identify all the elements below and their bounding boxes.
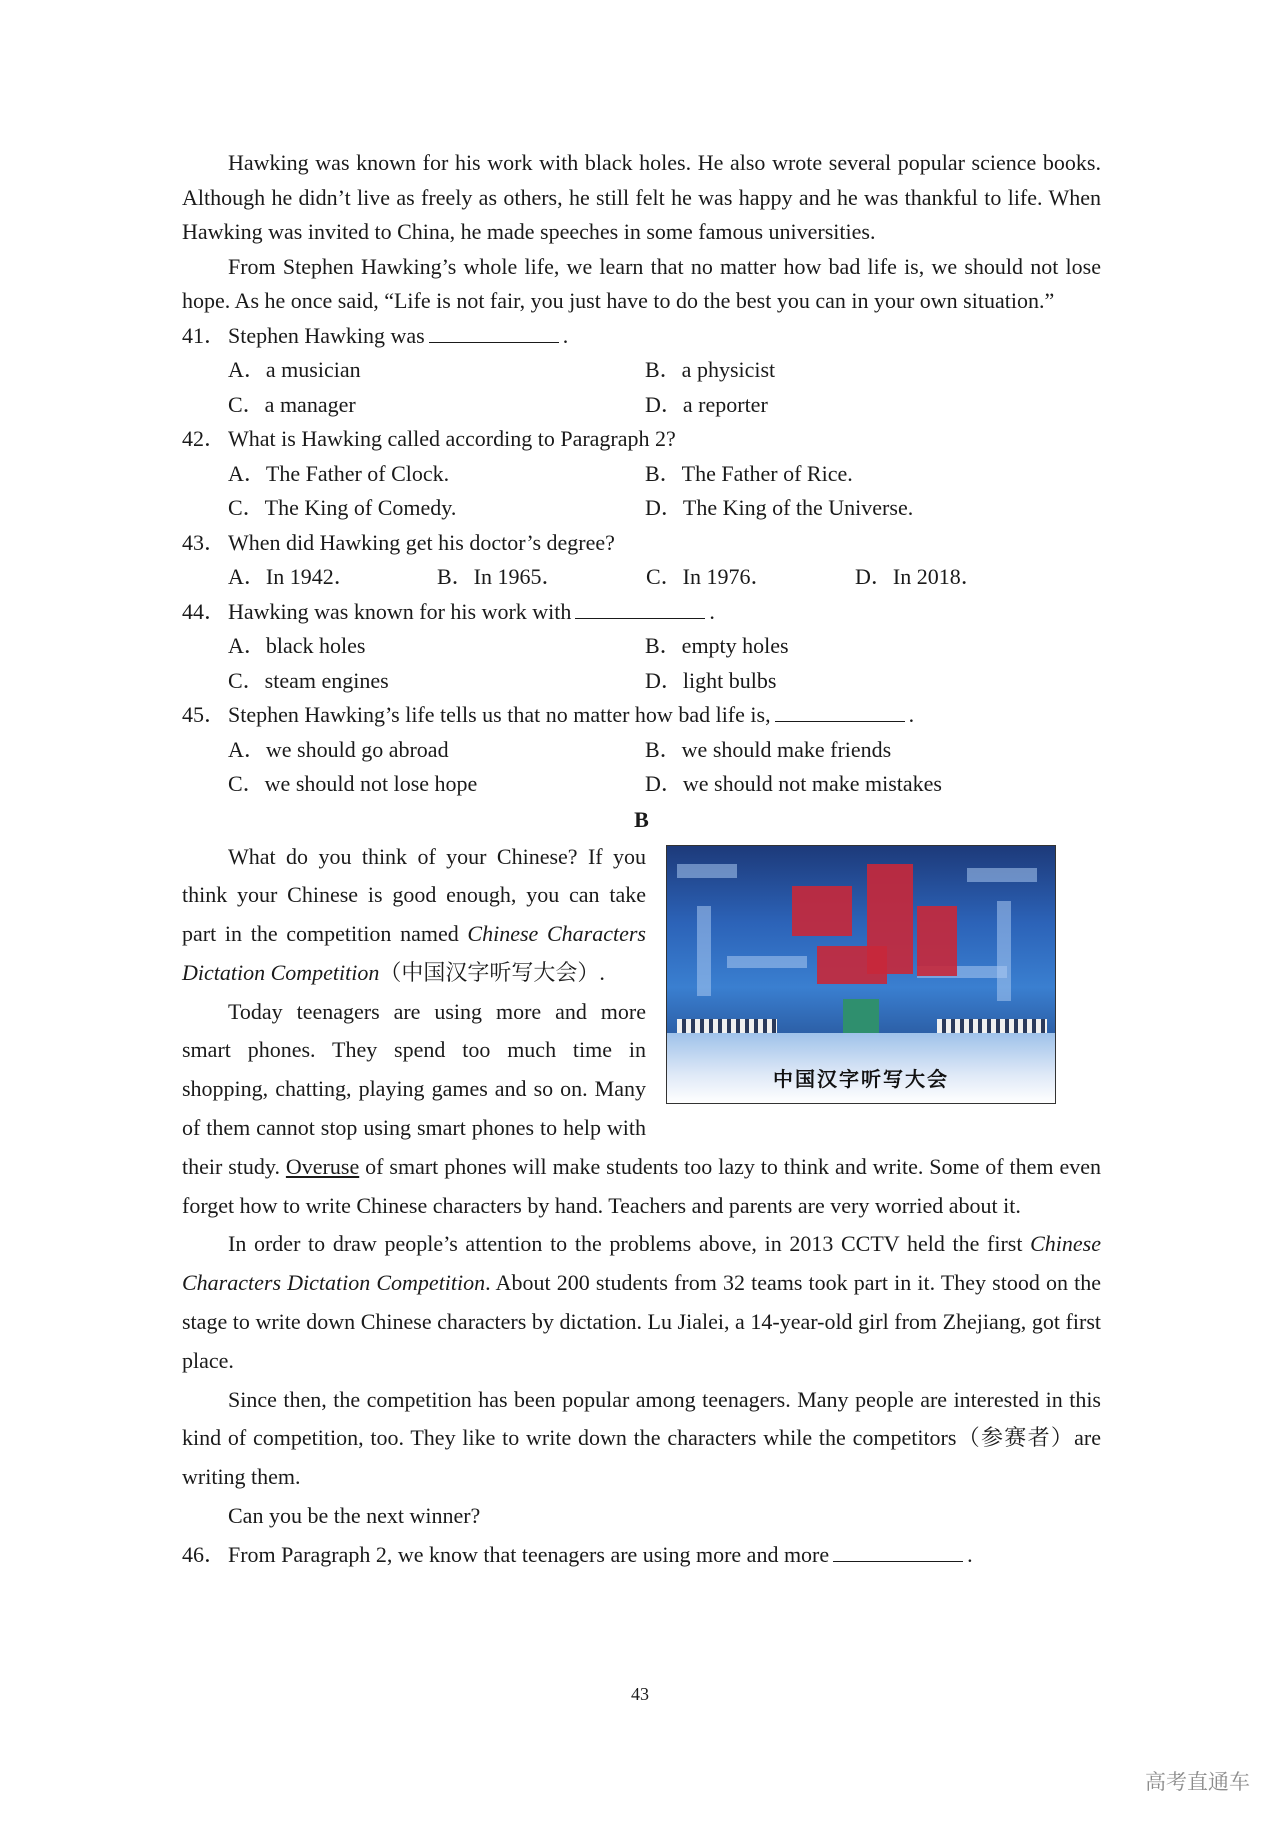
passage-b [182, 838, 1101, 1536]
option: A．black holes [228, 633, 366, 658]
question-stem: What is Hawking called according to Paragraph 2? [228, 426, 676, 451]
competition-title: Chinese Characters Dictation Competition [182, 921, 646, 985]
answer-blank [833, 1539, 963, 1562]
competition-photo [666, 845, 1056, 1104]
option: B．we should make friends [645, 736, 892, 762]
option: B．The Father of Rice. [645, 460, 853, 486]
question-end: . [908, 702, 915, 727]
options-44 [182, 629, 1101, 698]
question-43 [182, 526, 1101, 561]
option: C．a manager [228, 391, 356, 417]
option: D．a reporter [645, 391, 768, 417]
exam-page [182, 146, 1101, 1575]
question-end: . [709, 598, 715, 624]
question-stem: From Paragraph 2, we know that teenagers are using more and more [228, 1541, 830, 1567]
options-43 [182, 560, 1101, 595]
question-number: 45． [182, 702, 227, 727]
watermark: 高考直通车 [1145, 1770, 1250, 1794]
question-number: 42． [182, 426, 227, 451]
question-41 [182, 319, 1101, 354]
underlined-word: Overuse [285, 1153, 360, 1179]
option: B．empty holes [645, 633, 789, 658]
option: B．a physicist [645, 357, 776, 382]
option: C．we should not lose hope [228, 771, 478, 796]
options-41 [182, 353, 1101, 422]
question-45 [182, 698, 1101, 733]
competition-title: Chinese Characters Dictation Competition [182, 1231, 1101, 1296]
passage-b-paragraph: Since then, the competition has been popular among teenagers. Many people are interested in this kind of competition, too. They like to write down the characters while the competitors（参赛者）are writing them. [182, 1386, 1101, 1490]
option: D．light bulbs [645, 667, 777, 693]
question-stem: Hawking was known for his work with [228, 598, 572, 624]
question-stem: Stephen Hawking was [228, 322, 425, 348]
options-42 [182, 457, 1101, 526]
photo-caption: 中国汉字听写大会 [773, 1066, 949, 1091]
answer-blank [575, 596, 705, 619]
passage-b-paragraph: What do you think of your Chinese? If you think your Chinese is good enough, you can take part in the competition named Chinese Characters Dictation Competition（中国汉字听写大会）. [182, 843, 646, 985]
options-45 [182, 733, 1101, 802]
question-46 [182, 1536, 1101, 1575]
question-stem: Stephen Hawking’s life tells us that no matter how bad life is, [228, 702, 771, 727]
passage-a-paragraph: Hawking was known for his work with black holes. He also wrote several popular science books. Although he didn’t live as freely as others, he still felt he was happy and he was thankful to life. When Hawking was invited to China, he made speeches in some famous universities. [182, 150, 1101, 244]
option: A．The Father of Clock. [228, 460, 450, 486]
question-number: 43． [182, 529, 227, 555]
option: A．a musician [228, 357, 361, 382]
passage-b-paragraph: Today teenagers are using more and more smart phones. They spend too much time in shopping, chatting, playing games and so on. Many of them cannot stop using smart phones to help with their study. Overuse of smart phones will make students too lazy to think and write. Some of them even forget how to write Chinese characters by hand. Teachers and parents are very worried about it. [182, 998, 1101, 1218]
question-end: . [562, 322, 569, 348]
question-end: . [967, 1541, 973, 1567]
option: C．steam engines [228, 667, 389, 693]
question-44 [182, 595, 1101, 630]
option: D．The King of the Universe. [645, 495, 914, 520]
option: A．we should go abroad [228, 736, 449, 762]
page-number: 43 [631, 1684, 649, 1704]
question-number: 46． [182, 1541, 227, 1567]
option: A．In 1942． [228, 564, 356, 589]
answer-blank [775, 699, 905, 722]
question-42 [182, 422, 1101, 457]
question-number: 41． [182, 322, 227, 348]
question-number: 44． [182, 598, 227, 624]
passage-b-paragraph: Can you be the next winner? [228, 1503, 481, 1529]
option: D．In 2018． [855, 564, 983, 589]
option: C．The King of Comedy. [228, 495, 457, 520]
option: D．we should not make mistakes [645, 771, 942, 796]
passage-a-paragraph: From Stephen Hawking’s whole life, we learn that no matter how bad life is, we should not lose hope. As he once said, “Life is not fair, you just have to do the best you can in your own situation.” [182, 253, 1101, 313]
question-stem: When did Hawking get his doctor’s degree? [228, 529, 615, 555]
passage-b-paragraph: In order to draw people’s attention to the problems above, in 2013 CCTV held the first Chinese Characters Dictation Competition. About 200 students from 32 teams took part in it. They stood on the stage to write down Chinese characters by dictation. Lu Jialei, a 14-year-old girl from Zhejiang, got first place. [182, 1231, 1101, 1373]
option: C．In 1976． [646, 564, 773, 589]
answer-blank [429, 320, 559, 343]
section-heading: B [634, 806, 649, 832]
option: B．In 1965． [437, 564, 564, 589]
